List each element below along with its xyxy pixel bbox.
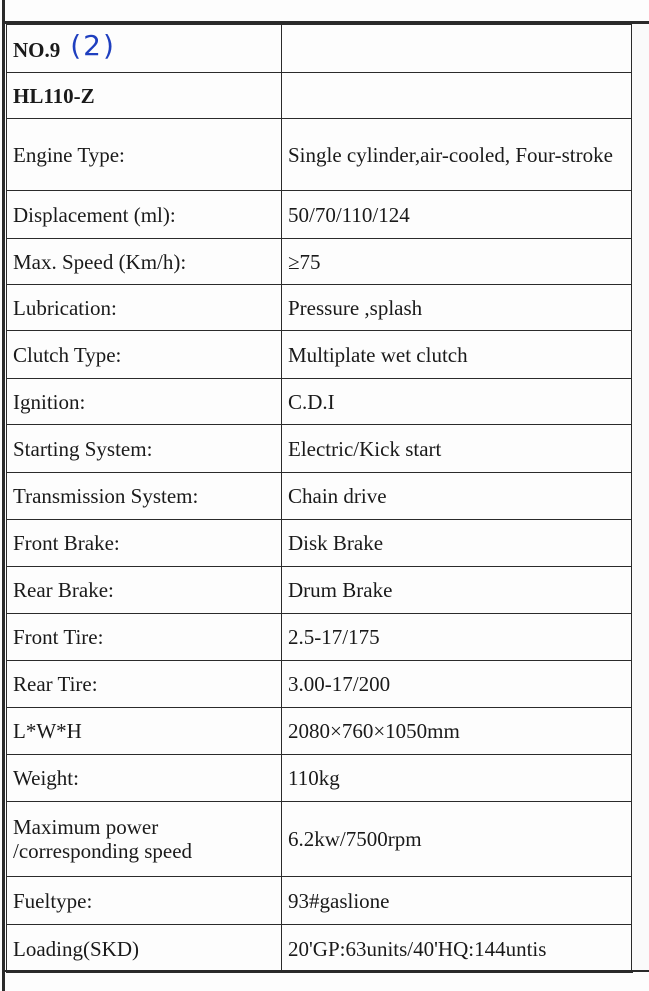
table-row [7, 755, 633, 802]
spec-label: Clutch Type: [7, 331, 282, 379]
frame-left-rule [2, 0, 5, 991]
spec-label: Rear Brake: [7, 567, 282, 614]
table-row [7, 567, 633, 614]
spec-label: Engine Type: [7, 119, 282, 191]
title-row [7, 25, 633, 73]
table-row [7, 614, 633, 661]
spec-label: Front Brake: [7, 520, 282, 567]
spec-value: Electric/Kick start [282, 425, 633, 473]
table-row [7, 473, 633, 520]
table-row [7, 708, 633, 755]
spec-value: 50/70/110/124 [282, 191, 633, 239]
table-row [7, 661, 633, 708]
table-row [7, 425, 633, 473]
table-row [7, 331, 633, 379]
spec-label: Lubrication: [7, 285, 282, 331]
table-row [7, 239, 633, 285]
spec-label: Transmission System: [7, 473, 282, 520]
empty-model-cell [282, 73, 633, 119]
spec-value: 2080×760×1050mm [282, 708, 633, 755]
spec-value: Multiplate wet clutch [282, 331, 633, 379]
spec-value: C.D.I [282, 379, 633, 425]
spec-label: L*W*H [7, 708, 282, 755]
spec-value: 20'GP:63units/40'HQ:144untis [282, 925, 633, 973]
table-row [7, 119, 633, 191]
spec-value: Disk Brake [282, 520, 633, 567]
spec-value: 6.2kw/7500rpm [282, 802, 633, 877]
spec-value: 110kg [282, 755, 633, 802]
model-name-row [7, 73, 633, 119]
table-row [7, 379, 633, 425]
spec-label: Max. Speed (Km/h): [7, 239, 282, 285]
model-number-cell [7, 25, 282, 73]
spec-label: Starting System: [7, 425, 282, 473]
adjacent-column-edge [631, 24, 649, 970]
spec-label: Loading(SKD) [7, 925, 282, 973]
spec-label: Fueltype: [7, 877, 282, 925]
spec-value: ≥75 [282, 239, 633, 285]
spec-label: Displacement (ml): [7, 191, 282, 239]
spec-label: Front Tire: [7, 614, 282, 661]
table-row [7, 877, 633, 925]
table-row [7, 285, 633, 331]
spec-label: Weight: [7, 755, 282, 802]
spec-table [6, 24, 633, 973]
spec-label: Ignition: [7, 379, 282, 425]
spec-value: Chain drive [282, 473, 633, 520]
table-row [7, 925, 633, 973]
spec-value: 3.00-17/200 [282, 661, 633, 708]
spec-value: 93#gaslione [282, 877, 633, 925]
empty-title-cell [282, 25, 633, 73]
model-name: HL110-Z [7, 73, 282, 119]
spec-label: Maximum power /corresponding speed [7, 802, 282, 877]
spec-value: Single cylinder,air-cooled, Four-stroke [282, 119, 633, 191]
spec-value: Pressure ,splash [282, 285, 633, 331]
handwritten-note: (2) [70, 28, 116, 62]
model-number: NO.9 [13, 37, 61, 62]
spec-value: Drum Brake [282, 567, 633, 614]
table-row [7, 520, 633, 567]
spec-label: Rear Tire: [7, 661, 282, 708]
spec-value: 2.5-17/175 [282, 614, 633, 661]
table-row [7, 802, 633, 877]
frame-bottom-rule [2, 970, 649, 972]
table-row [7, 191, 633, 239]
